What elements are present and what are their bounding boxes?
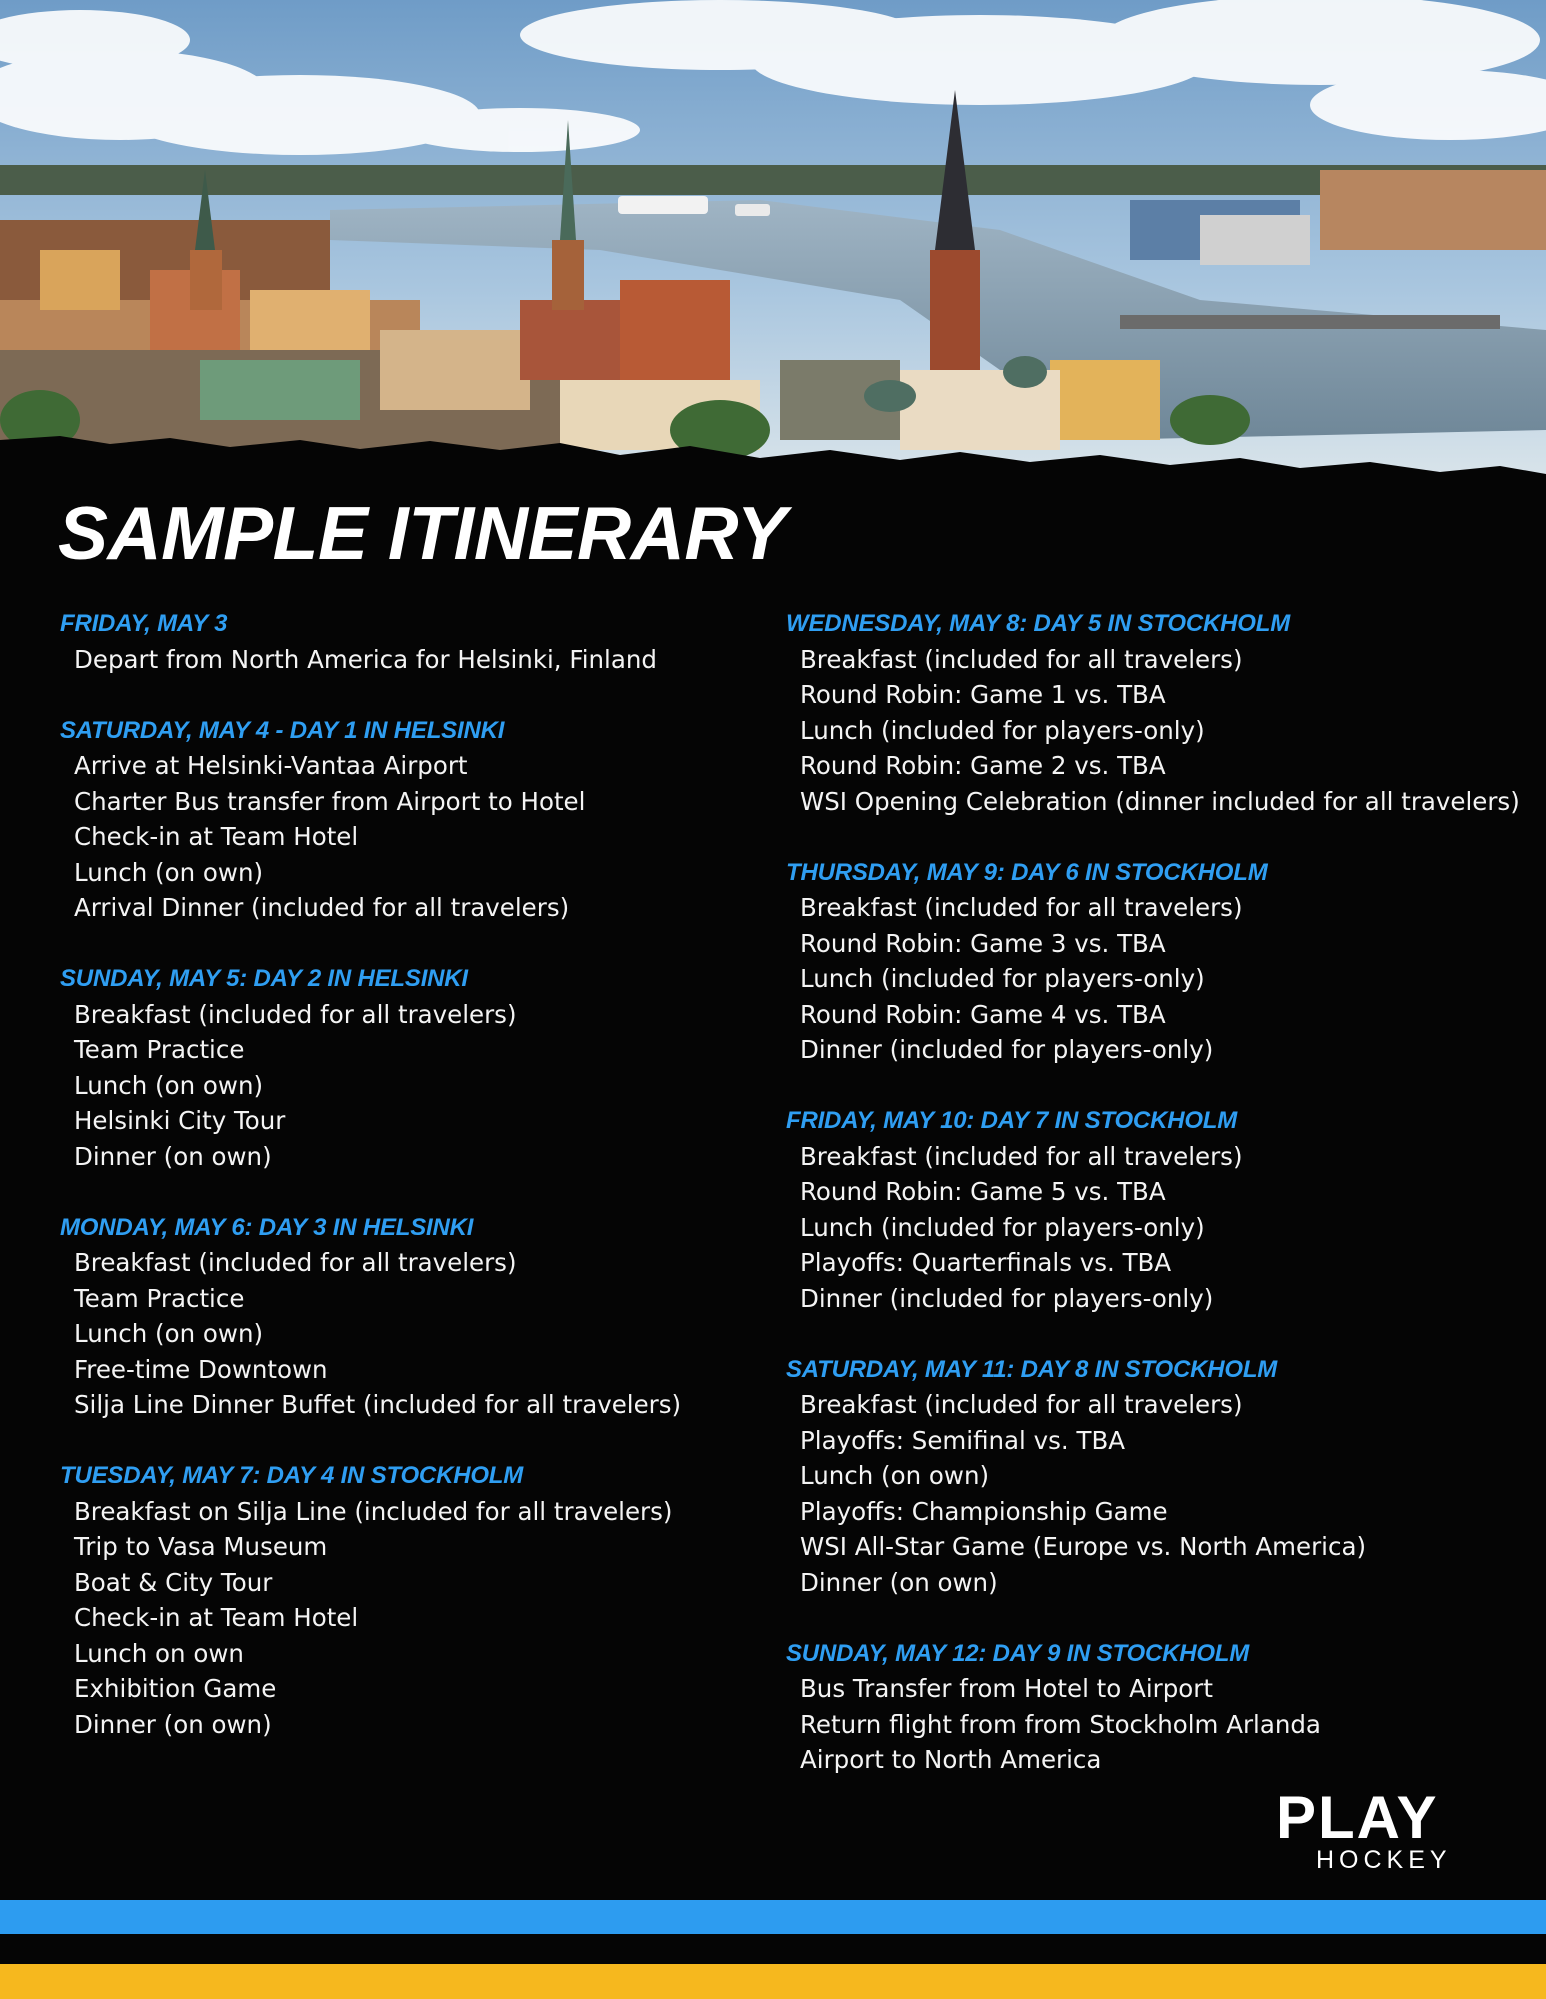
itinerary-item: Lunch (on own): [74, 857, 264, 887]
itinerary-item: Team Practice: [74, 1283, 245, 1313]
itinerary-day: [60, 713, 760, 926]
left-itinerary-column: [60, 606, 760, 1778]
itinerary-item: Lunch (on own): [800, 1461, 990, 1490]
itinerary-day: [60, 1458, 760, 1742]
itinerary-item: Return flight from from Stockholm Arlanda: [800, 1709, 1321, 1739]
itinerary-item: Round Robin: Game 2 vs. TBA: [800, 751, 1166, 780]
itinerary-item: Lunch (included for players-only): [800, 1212, 1205, 1242]
play-hockey-logo: [1276, 1784, 1502, 1874]
itinerary-item: Playoffs: Semifinal vs. TBA: [800, 1425, 1126, 1455]
day-heading: SATURDAY, MAY 4 - DAY 1 IN HELSINKI: [60, 716, 505, 744]
itinerary-item: Charter Bus transfer from Airport to Hotel: [74, 786, 586, 816]
itinerary-item: Silja Line Dinner Buffet (included for all travelers): [74, 1390, 682, 1419]
footer-stripe-black: [0, 1934, 1546, 1964]
day-heading: TUESDAY, MAY 7: DAY 4 IN STOCKHOLM: [60, 1462, 524, 1489]
itinerary-item: Round Robin: Game 3 vs. TBA: [800, 928, 1166, 958]
hero-cityscape-image: [0, 0, 1546, 480]
day-heading: SUNDAY, MAY 5: DAY 2 IN HELSINKI: [60, 965, 468, 992]
right-itinerary-column: [786, 606, 1546, 1813]
day-heading: SUNDAY, MAY 12: DAY 9 IN STOCKHOLM: [786, 1639, 1250, 1667]
itinerary-item: Playoffs: Championship Game: [800, 1496, 1168, 1526]
itinerary-item: Dinner (on own): [74, 1709, 272, 1739]
itinerary-item: Free-time Downtown: [74, 1354, 328, 1384]
page-title: SAMPLE ITINERARY: [58, 491, 787, 575]
itinerary-item: Playoffs: Quarterfinals vs. TBA: [800, 1248, 1172, 1277]
footer-stripe-yellow: [0, 1964, 1546, 1999]
itinerary-item: WSI All-Star Game (Europe vs. North America): [800, 1532, 1367, 1561]
itinerary-item: Arrive at Helsinki-Vantaa Airport: [74, 751, 468, 780]
itinerary-item: Breakfast (included for all travelers): [800, 1390, 1243, 1419]
itinerary-day: [786, 1103, 1546, 1316]
day-heading: FRIDAY, MAY 10: DAY 7 IN STOCKHOLM: [786, 1107, 1238, 1134]
itinerary-item: Team Practice: [74, 1035, 245, 1064]
itinerary-item: Breakfast (included for all travelers): [800, 1141, 1243, 1171]
itinerary-item: Exhibition Game: [74, 1674, 277, 1703]
itinerary-item: Arrival Dinner (included for all travelers): [74, 893, 570, 922]
footer-stripe-blue: [0, 1900, 1546, 1934]
itinerary-day: [786, 1636, 1546, 1778]
itinerary-item: Depart from North America for Helsinki, Finland: [74, 644, 657, 674]
itinerary-item: WSI Opening Celebration (dinner included for all travelers): [800, 786, 1520, 816]
day-heading: THURSDAY, MAY 9: DAY 6 IN STOCKHOLM: [786, 858, 1268, 886]
itinerary-day: [60, 961, 760, 1174]
itinerary-item: Lunch (included for players-only): [800, 964, 1205, 993]
itinerary-day: [786, 1352, 1546, 1601]
itinerary-item: Lunch (on own): [74, 1319, 264, 1348]
itinerary-item: Check-in at Team Hotel: [74, 1603, 359, 1632]
day-heading: MONDAY, MAY 6: DAY 3 IN HELSINKI: [60, 1213, 474, 1241]
itinerary-day: [60, 606, 760, 677]
itinerary-item: Breakfast (included for all travelers): [74, 999, 517, 1029]
itinerary-item: Breakfast (included for all travelers): [74, 1248, 517, 1277]
itinerary-item: Lunch on own: [74, 1638, 244, 1668]
itinerary-item: Breakfast on Silja Line (included for all travelers): [74, 1496, 673, 1526]
itinerary-item: Round Robin: Game 5 vs. TBA: [800, 1177, 1166, 1206]
itinerary-item: Breakfast (included for all travelers): [800, 644, 1243, 674]
day-heading: FRIDAY, MAY 3: [60, 610, 228, 637]
itinerary-item: Lunch (on own): [74, 1070, 264, 1100]
day-heading: SATURDAY, MAY 11: DAY 8 IN STOCKHOLM: [786, 1355, 1278, 1383]
itinerary-day: [60, 1210, 760, 1423]
logo-hockey-text: HOCKEY: [1316, 1846, 1452, 1874]
itinerary-item: Dinner (on own): [800, 1567, 998, 1597]
itinerary-item: Round Robin: Game 1 vs. TBA: [800, 680, 1166, 709]
day-heading: WEDNESDAY, MAY 8: DAY 5 IN STOCKHOLM: [786, 610, 1290, 637]
itinerary-item: Dinner (included for players-only): [800, 1035, 1214, 1064]
itinerary-item: Dinner (included for players-only): [800, 1283, 1214, 1313]
itinerary-item: Breakfast (included for all travelers): [800, 893, 1243, 922]
logo-play-text: PLAY: [1276, 1784, 1439, 1851]
itinerary-item: Check-in at Team Hotel: [74, 822, 359, 851]
itinerary-item: Airport to North America: [800, 1745, 1102, 1774]
itinerary-item: Lunch (included for players-only): [800, 715, 1205, 745]
itinerary-item: Helsinki City Tour: [74, 1106, 286, 1135]
itinerary-day: [786, 855, 1546, 1068]
itinerary-item: Dinner (on own): [74, 1141, 272, 1171]
itinerary-item: Bus Transfer from Hotel to Airport: [800, 1674, 1213, 1703]
itinerary-day: [786, 606, 1546, 819]
itinerary-item: Trip to Vasa Museum: [74, 1532, 328, 1561]
itinerary-item: Round Robin: Game 4 vs. TBA: [800, 999, 1166, 1029]
itinerary-item: Boat & City Tour: [74, 1567, 273, 1597]
